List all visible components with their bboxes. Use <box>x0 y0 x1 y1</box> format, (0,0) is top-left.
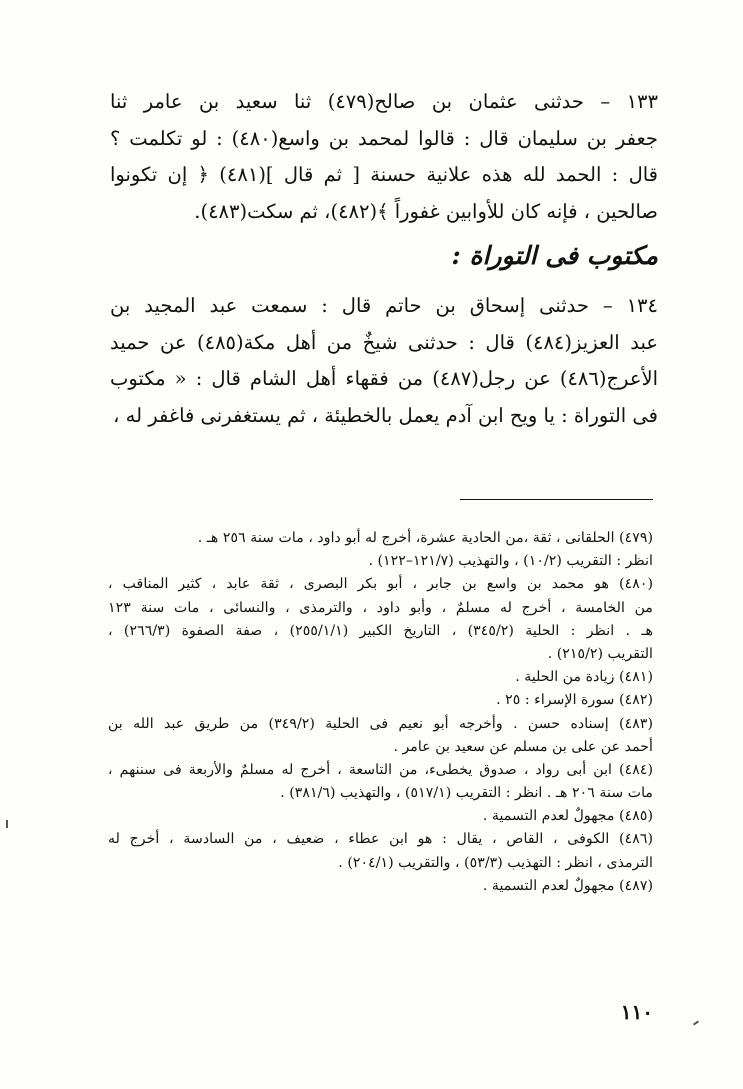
footnotes <box>108 527 653 898</box>
footnote-line: (٤٨١) زيادة من الحلية . <box>515 669 653 686</box>
text-line: جعفر بن سليمان قال : قالوا لمحمد بن واسع(٤٨٠) : لو تكلمت ؟ <box>110 126 658 150</box>
footnote-line: من الخامسة ، أخرج له مسلمٌ ، وأبو داود ، والترمذى ، والنسائى ، مات سنة ١٢٣ <box>108 599 653 616</box>
footnote-line: (٤٨٤) ابن أبى رواد ، صدوق يخطىء، من التاسعة ، أخرج له مسلمٌ والأربعة فى سننهم ، <box>108 761 653 778</box>
footnote-line: الترمذى ، انظر : التهذيب (٥٣/٣) ، والتقريب (٢٠٤/١) . <box>338 854 653 871</box>
text-line: ١٣٤ – حدثنى إسحاق بن حاتم قال : سمعت عبد المجيد بن <box>110 294 658 317</box>
footnote-line: (٤٨٧) مجهولٌ لعدم التسمية . <box>482 877 653 894</box>
main-text <box>110 84 658 434</box>
text-line: عبد العزيز(٤٨٤) قال : حدثنى شيخٌ من أهل مكة(٤٨٥) عن حميد <box>110 330 658 354</box>
text-line: فى التوراة : يا ويح ابن آدم يعمل بالخطيئة ، ثم يستغفرنى فاغفر له ، <box>113 403 658 427</box>
text-line: الأعرج(٤٨٦) عن رجل(٤٨٧) من فقهاء أهل الشام قال : « مكتوب <box>110 367 658 390</box>
footnote-line: (٤٨٠) هو محمد بن واسع بن جابر ، أبو بكر البصرى ، ثقة عابد ، كثير المناقب ، <box>108 576 653 593</box>
text-line: صالحين ، فإنه كان للأوابين غفوراً ﴾(٤٨٢)، ثم سكت(٤٨٣). <box>194 199 658 223</box>
footnote-line: (٤٨٦) الكوفى ، القاص ، يقال : هو ابن عطاء ، ضعيف ، من السادسة ، أخرج له <box>108 831 653 848</box>
footnote-line: (٤٧٩) الحلقانى ، ثقة ،من الحادية عشرة، أخرج له أبو داود ، مات سنة ٢٥٦ هـ . <box>197 530 653 546</box>
footnote-separator <box>460 499 653 500</box>
footnote-line: هـ . انظر : الحلية (٣٤٥/٢) ، التاريخ الكبير (٢٥٥/١/١) ، صفة الصفوة (٢٦٦/٣) ، <box>108 622 653 639</box>
text-line: ١٣٣ – حدثنى عثمان بن صالح(٤٧٩) ثنا سعيد بن عامر ثنا <box>110 90 658 113</box>
footnote-line: أحمد عن على بن مسلم عن سعيد بن عامر . <box>393 738 653 755</box>
scan-speck <box>6 820 8 828</box>
scan-speck <box>693 1020 699 1025</box>
footnote-line: انظر : التقريب (١٠/٢) ، والتهذيب (١٢١/٧–١٢٢) . <box>368 553 653 570</box>
page-number: ١١٠ <box>620 1000 653 1024</box>
footnote-line: مات سنة ٢٠٦ هـ . انظر : التقريب (٥١٧/١) ، والتهذيب (٣٨١/٦) . <box>280 785 653 802</box>
footnote-line: (٤٨٣) إسناده حسن . وأخرجه أبو نعيم فى الحلية (٣٤٩/٢) من طريق عبد الله بن <box>108 715 653 732</box>
section-heading: مكتوب فى التوراة : <box>451 241 658 270</box>
footnote-line: التقريب (٢١٥/٢) . <box>547 645 653 662</box>
footnote-line: (٤٨٢) سورة الإسراء : ٢٥ . <box>496 692 653 709</box>
text-line: قال : الحمد لله هذه علانية حسنة [ ثم قال ](٤٨١) ﴿ إن تكونوا <box>110 163 658 186</box>
footnote-line: (٤٨٥) مجهولٌ لعدم التسمية . <box>482 808 653 825</box>
